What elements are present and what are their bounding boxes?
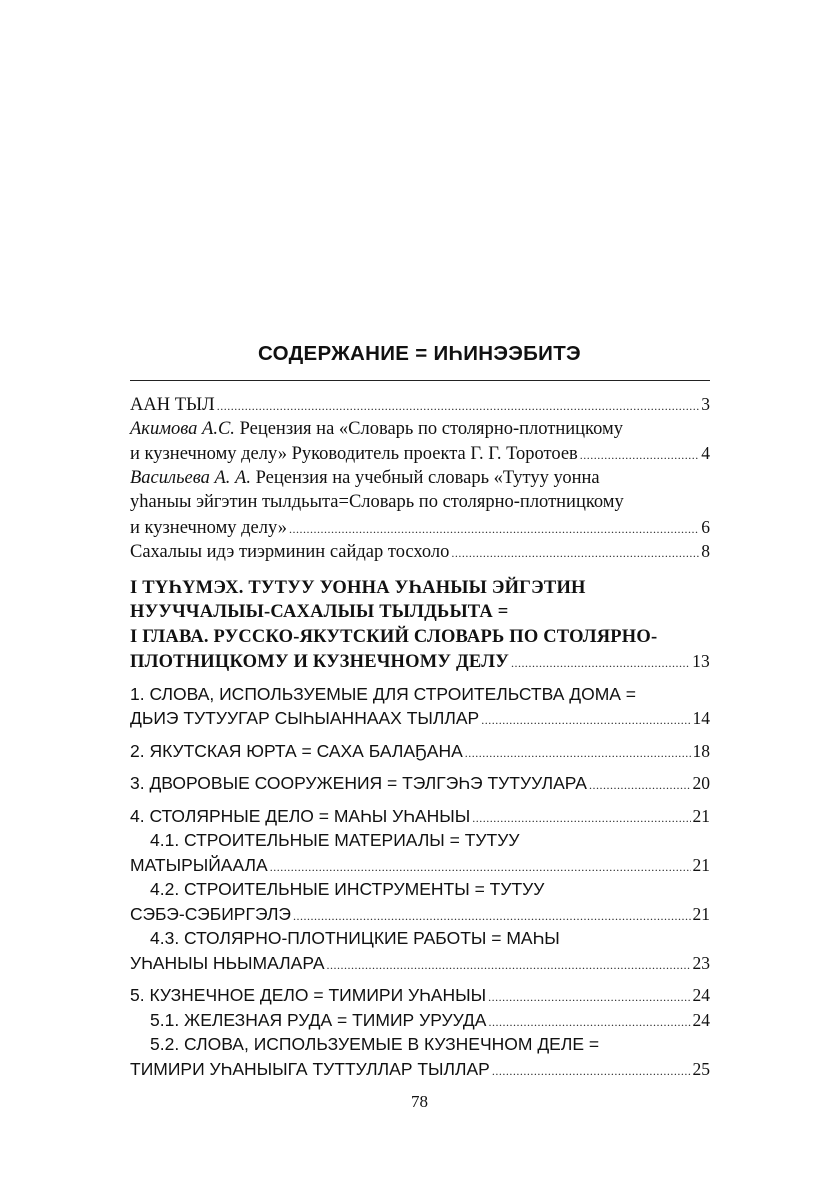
toc-dot-leader: [580, 443, 699, 468]
toc-page-number: 24: [692, 985, 710, 1005]
toc-page-number: 14: [692, 708, 710, 728]
title-rule: [130, 380, 710, 381]
toc-entry-title: Сахалыы идэ тиэрминин сайдар тосхоло: [130, 542, 450, 562]
toc-page-number: 6: [701, 516, 710, 537]
toc-chapter-line1[interactable]: [130, 576, 710, 601]
toc-dot-leader: [217, 394, 700, 419]
toc-entry-title: уһаныы эйгэтин тылдьыта=Словарь по столярно-плотницкому: [130, 492, 624, 512]
toc-dot-leader: [589, 773, 691, 798]
toc-chapter-title: I ГЛАВА. РУССКО-ЯКУТСКИЙ СЛОВАРЬ ПО СТОЛЯРНО-: [130, 626, 658, 647]
toc-section-1-line1[interactable]: [130, 682, 710, 707]
toc-page-number: 21: [692, 903, 710, 924]
toc-dot-leader: [511, 651, 690, 676]
toc-section-title: 3. ДВОРОВЫЕ СООРУЖЕНИЯ = ТЭЛГЭҺЭ ТУТУУЛАРА: [130, 773, 587, 793]
toc-subsection-4-2-line2[interactable]: [130, 902, 710, 927]
toc-section-title: 2. ЯКУТСКАЯ ЮРТА = САХА БАЛАҔАНА: [130, 740, 463, 761]
toc-subsection-title: 4.3. СТОЛЯРНО-ПЛОТНИЦКИЕ РАБОТЫ = МАҺЫ: [150, 928, 560, 948]
toc-subsection-title: 4.1. СТРОИТЕЛЬНЫЕ МАТЕРИАЛЫ = ТУТУУ: [150, 830, 520, 850]
toc-page-number: 18: [692, 740, 710, 761]
toc-dot-leader: [270, 855, 691, 880]
toc-subsection-4-2-line1[interactable]: [130, 877, 710, 902]
toc-subsection-title: 5.2. СЛОВА, ИСПОЛЬЗУЕМЫЕ В КУЗНЕЧНОМ ДЕЛЕ =: [150, 1034, 600, 1054]
page-title: СОДЕРЖАНИЕ = ИҺИНЭЭБИТЭ: [258, 342, 581, 365]
toc-page-number: 21: [692, 854, 710, 875]
toc-entry-sakha[interactable]: [130, 539, 710, 564]
toc-section-1-line2[interactable]: [130, 706, 710, 731]
toc-section-title: 4. СТОЛЯРНЫЕ ДЕЛО = МАҺЫ УҺАНЫЫ: [130, 805, 471, 826]
toc-section-title: 1. СЛОВА, ИСПОЛЬЗУЕМЫЕ ДЛЯ СТРОИТЕЛЬСТВА ДОМА =: [130, 683, 637, 704]
toc-dot-leader: [465, 741, 691, 766]
toc-section-title: 5. КУЗНЕЧНОЕ ДЕЛО = ТИМИРИ УҺАНЫЫ: [130, 985, 487, 1005]
toc-dot-leader: [472, 806, 690, 831]
toc-chapter-title: ПЛОТНИЦКОМУ И КУЗНЕЧНОМУ ДЕЛУ: [130, 652, 509, 672]
toc-page-number: 3: [701, 394, 710, 414]
toc-entry-title: и кузнечному делу» Руководитель проекта Г. Г. Торотоев: [130, 444, 578, 464]
toc-dot-leader: [481, 708, 690, 733]
toc-subsection-title: ТИМИРИ УҺАНЫЫГА ТУТТУЛЛАР ТЫЛЛАР: [130, 1058, 490, 1079]
toc-entry-author: Васильева А. А.: [130, 467, 251, 488]
toc-subsection-title: СЭБЭ-СЭБИРГЭЛЭ: [130, 903, 292, 924]
toc-dot-leader: [492, 1059, 691, 1084]
toc-subsection-4-3-line2[interactable]: [130, 951, 710, 976]
toc-subsection-5-2-line1[interactable]: [130, 1032, 710, 1057]
toc-section-3[interactable]: [130, 771, 710, 796]
toc-chapter-title: НУУЧЧАЛЫЫ-САХАЛЫЫ ТЫЛДЬЫТА =: [130, 602, 509, 622]
toc-entry-vasilyeva-line1[interactable]: [130, 466, 710, 491]
toc-subsection-5-2-line2[interactable]: [130, 1057, 710, 1082]
toc-dot-leader: [327, 953, 691, 978]
toc-section-4[interactable]: [130, 804, 710, 829]
toc-section-title: ДЬИЭ ТУТУУГАР СЫҺЫАННААХ ТЫЛЛАР: [130, 708, 480, 728]
toc-page-number: 21: [692, 805, 710, 826]
toc-entry-akimova-line1[interactable]: [130, 417, 710, 442]
toc-chapter-title: I ТҮҺҮМЭХ. ТУТУУ УОННА УҺАНЫЫ ЭЙГЭТИН: [130, 577, 586, 598]
toc-section-2[interactable]: [130, 739, 710, 764]
toc-subsection-title: МАТЫРЫЙААЛА: [130, 854, 268, 875]
toc-subsection-4-3-line1[interactable]: [130, 926, 710, 951]
toc-entry-vasilyeva-line2[interactable]: [130, 490, 710, 515]
toc-page-number: 25: [692, 1058, 710, 1079]
toc-chapter-line2[interactable]: [130, 600, 710, 625]
toc-entry-author: Акимова А.С.: [130, 418, 235, 439]
toc-chapter-line4[interactable]: [130, 649, 710, 674]
toc-entry-title: Рецензия на «Словарь по столярно-плотницкому: [234, 418, 623, 439]
toc-page-number: 20: [692, 773, 710, 793]
toc-dot-leader: [488, 1010, 690, 1035]
page-number: 78: [411, 1092, 428, 1111]
toc-page-number: 24: [692, 1009, 710, 1030]
toc-dot-leader: [488, 985, 690, 1010]
toc-subsection-title: 4.2. СТРОИТЕЛЬНЫЕ ИНСТРУМЕНТЫ = ТУТУУ: [150, 879, 545, 899]
toc-page-number: 8: [701, 541, 710, 561]
toc-entry-aan-tyl[interactable]: [130, 392, 710, 417]
toc-chapter-line3[interactable]: [130, 625, 710, 650]
table-of-contents: [130, 392, 710, 1081]
toc-dot-leader: [293, 904, 690, 929]
toc-subsection-5-1[interactable]: [130, 1008, 710, 1033]
toc-dot-leader: [451, 541, 699, 566]
toc-subsection-title: 5.1. ЖЕЛЕЗНАЯ РУДА = ТИМИР УРУУДА: [150, 1009, 487, 1030]
toc-page-number: 13: [692, 651, 710, 671]
toc-section-5[interactable]: [130, 983, 710, 1008]
toc-entry-title: и кузнечному делу»: [130, 517, 287, 538]
toc-subsection-4-1-line1[interactable]: [130, 828, 710, 853]
toc-entry-title: Рецензия на учебный словарь «Тутуу уонна: [250, 467, 600, 488]
toc-entry-vasilyeva-line3[interactable]: [130, 515, 710, 540]
toc-entry-akimova-line2[interactable]: [130, 441, 710, 466]
toc-page-number: 4: [701, 443, 710, 463]
toc-dot-leader: [289, 517, 699, 542]
toc-subsection-title: УҺАНЫЫ НЬЫМАЛАРА: [130, 952, 325, 973]
toc-page-number: 23: [692, 952, 710, 973]
toc-subsection-4-1-line2[interactable]: [130, 853, 710, 878]
toc-entry-title: ААН ТЫЛ: [130, 395, 215, 415]
